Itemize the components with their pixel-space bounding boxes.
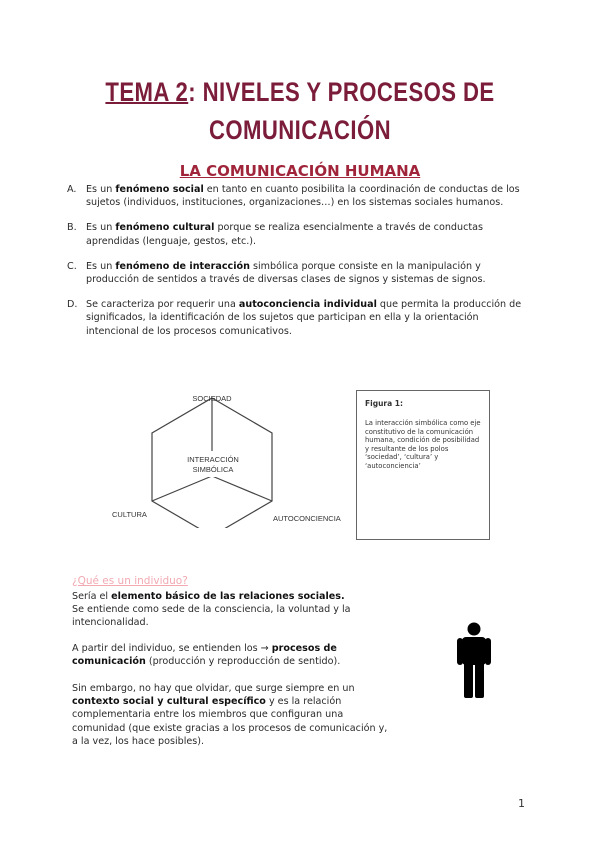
characteristics-list [67,183,526,350]
list-item [67,260,526,286]
paragraph-text: (producción y reproducción de sentido). [145,656,341,668]
item-text: Es un [86,184,116,195]
paragraph-text: Sería el [72,591,112,602]
individual-paragraph-2 [72,642,392,668]
item-bold: fenómeno social [115,184,204,195]
item-bold: fenómeno de interacción [115,260,250,272]
item-text: porque se realiza esencialmente a través de conductas aprendidas (lenguaje, gestos, etc.). [86,222,483,247]
list-marker: A. [67,184,77,195]
section-subtitle: LA COMUNICACIÓN HUMANA [179,162,421,180]
figure-caption: Figura 1: [365,399,403,408]
title-prefix: TEMA 2 [105,77,189,107]
figure-description: La interacción simbólica como eje constitutivo de la comunicación humana, condición de posibilidad y resultante de los polos ‘sociedad’, ‘cultura’ y ‘autoconciencia’ [365,419,481,470]
item-bold: fenómeno cultural [115,222,215,234]
list-item [67,183,526,209]
list-marker: B. [67,222,77,234]
label-cultura: CULTURA [112,510,147,519]
list-item [67,298,526,338]
label-sociedad: SOCIEDAD [192,394,232,403]
interaction-diagram [105,388,355,528]
item-text: Es un [86,222,116,234]
label-simbolica: SIMBÓLICA [192,465,234,474]
paragraph-text: Sin embargo, no hay que olvidar, que surge siempre en un [72,683,355,694]
individual-question: ¿Qué es un individuo? [72,575,188,587]
individual-paragraph-3 [72,682,392,748]
page-number: 1 [518,797,525,810]
paragraph-text: Se entiende como sede de la consciencia, la voluntad y la intencionalidad. [72,604,351,629]
paragraph-text: y es la relación complementaria entre los miembros que configuran una comunidad (que existe gracias a los procesos de comunicación y, a la vez, los hace posibles). [72,696,388,747]
paragraph-bold: procesos de comunicación [72,643,337,668]
page-title-line-1 [54,77,546,108]
individual-paragraph-1 [72,590,392,630]
page-title-line-2: COMUNICACIÓN [208,115,392,145]
paragraph-bold: contexto social y cultural específico [72,696,266,708]
title-rest: : NIVELES Y PROCESOS DE [188,77,495,107]
figure-caption-box [356,390,490,540]
list-marker: D. [67,299,78,311]
person-icon [457,622,491,698]
paragraph-bold: elemento básico de las relaciones sociales. [111,591,345,602]
label-interaccion: INTERACCIÓN [187,455,239,464]
axis-right [212,476,272,501]
axis-left [152,476,212,501]
list-item [67,221,526,247]
list-marker: C. [67,260,77,272]
paragraph-text: A partir del individuo, se entienden los → [72,643,272,654]
item-text: que permita la producción de significados, la identificación de los sujetos que participan en ella y la orientación intencional de los procesos comunicativos. [86,299,522,337]
item-text: en tanto en cuanto posibilita la coordinación de conductas de los sujetos (individuos, instituciones, organizaciones…) en los sistemas sociales humanos. [86,184,520,209]
item-bold: autoconciencia individual [238,299,377,311]
item-text: simbólica porque consiste en la manipulación y producción de sentidos a través de diversas clases de signos y sistemas de signos. [86,260,486,286]
item-text: Se caracteriza por requerir una [86,299,239,311]
label-autoconciencia: AUTOCONCIENCIA [273,514,341,523]
item-text: Es un [86,260,116,272]
